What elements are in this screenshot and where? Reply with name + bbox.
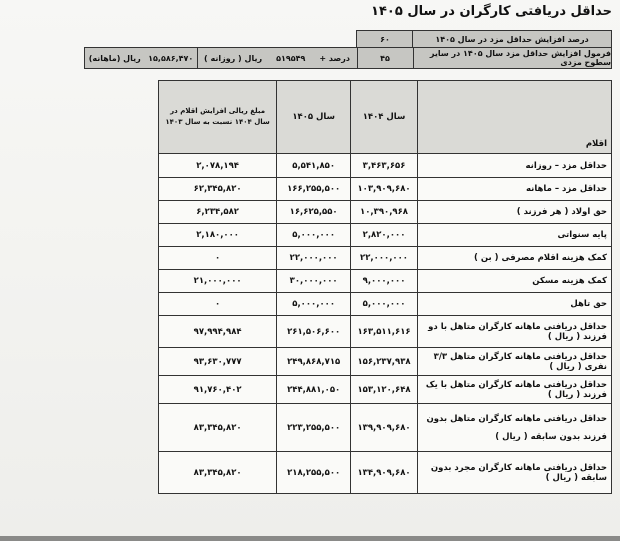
page-edge	[0, 536, 620, 541]
row-1405: ۲۶۱,۵۰۶,۶۰۰	[277, 316, 351, 348]
row-item: حداقل دریافتی ماهانه کارگران متاهل با دو فرزند ( ریال )	[417, 316, 611, 348]
row-1404: ۱۵۳,۱۲۰,۶۴۸	[351, 376, 418, 404]
table-row	[159, 316, 612, 348]
formula-daily-amount: ۵۱۹۵۴۹	[276, 53, 306, 63]
formula-percent: ۴۵	[356, 47, 414, 69]
table-row	[159, 178, 612, 201]
row-1404: ۱۳۴,۹۰۹,۶۸۰	[351, 452, 418, 494]
formula-monthly-unit: ریال (ماهانه)	[88, 53, 141, 63]
increase-percent-label: درصد افزایش حداقل مزد در سال ۱۴۰۵	[412, 30, 612, 48]
table-header-row	[159, 81, 612, 154]
row-1405: ۱۶۶,۲۵۵,۵۰۰	[277, 178, 351, 201]
row-1405: ۵,۰۰۰,۰۰۰	[277, 293, 351, 316]
row-item: حق اولاد ( هر فرزند )	[417, 201, 611, 224]
row-1404: ۱۵۶,۲۳۷,۹۳۸	[351, 348, 418, 376]
row-1405: ۳۰,۰۰۰,۰۰۰	[277, 270, 351, 293]
table-row	[159, 247, 612, 270]
row-diff: ۹۷,۹۹۴,۹۸۴	[159, 316, 277, 348]
row-diff: ۲,۰۷۸,۱۹۴	[159, 154, 277, 178]
formula-monthly-amount: ۱۵,۵۸۶,۴۷۰	[148, 53, 194, 63]
formula-daily-box	[196, 47, 358, 69]
header-year-1405: سال ۱۴۰۵	[277, 81, 351, 154]
table-row	[159, 293, 612, 316]
formula-percent-plus: درصد +	[319, 53, 350, 63]
row-1404: ۲۲,۰۰۰,۰۰۰	[351, 247, 418, 270]
increase-percent-value: ۶۰	[356, 30, 414, 48]
row-item: حداقل دریافتی ماهانه کارگران متاهل با یک فرزند ( ریال )	[417, 376, 611, 404]
row-item: حق تاهل	[417, 293, 611, 316]
row-1404: ۱۳۹,۹۰۹,۶۸۰	[351, 404, 418, 452]
table-row	[159, 348, 612, 376]
row-1404: ۱۰,۳۹۰,۹۶۸	[351, 201, 418, 224]
table-row	[159, 154, 612, 178]
row-item: حداقل دریافتی ماهانه کارگران متاهل بدون فرزند بدون سابقه ( ریال )	[417, 404, 611, 452]
table-row	[159, 224, 612, 247]
row-1405: ۲۱۸,۲۵۵,۵۰۰	[277, 452, 351, 494]
header-difference: مبلغ ریالی افزایش اقلام در سال ۱۴۰۴ نسبت به سال ۱۴۰۳	[159, 81, 277, 154]
row-1404: ۹,۰۰۰,۰۰۰	[351, 270, 418, 293]
row-diff: ۹۳,۶۳۰,۷۷۷	[159, 348, 277, 376]
row-item: حداقل دریافتی ماهانه کارگران متاهل ۳/۳ نفری ( ریال )	[417, 348, 611, 376]
row-diff: ۸۳,۳۴۵,۸۲۰	[159, 404, 277, 452]
row-item: حداقل مزد – ماهانه	[417, 178, 611, 201]
row-diff: ۲۱,۰۰۰,۰۰۰	[159, 270, 277, 293]
table-row	[159, 452, 612, 494]
row-1405: ۲۲۳,۲۵۵,۵۰۰	[277, 404, 351, 452]
wage-table	[158, 80, 612, 494]
row-item: کمک هزینه مسکن	[417, 270, 611, 293]
table-row	[159, 404, 612, 452]
row-diff: ۶,۲۳۴,۵۸۲	[159, 201, 277, 224]
formula-daily-unit: ریال ( روزانه )	[204, 53, 263, 63]
row-1405: ۲۴۹,۸۶۸,۷۱۵	[277, 348, 351, 376]
header-year-1404: سال ۱۴۰۴	[351, 81, 418, 154]
formula-label: فرمول افزایش حداقل مزد سال ۱۴۰۵ در سایر سطوح مزدی	[412, 47, 612, 69]
row-1404: ۲,۸۲۰,۰۰۰	[351, 224, 418, 247]
table-row	[159, 270, 612, 293]
row-diff: ۶۲,۳۴۵,۸۲۰	[159, 178, 277, 201]
document-title: حداقل دریافتی کارگران در سال ۱۴۰۵	[371, 4, 612, 19]
row-diff: ۰	[159, 293, 277, 316]
row-1405: ۲۴۴,۸۸۱,۰۵۰	[277, 376, 351, 404]
row-item: حداقل مزد – روزانه	[417, 154, 611, 178]
row-item: حداقل دریافتی ماهانه کارگران مجرد بدون سابقه ( ریال )	[417, 452, 611, 494]
row-1405: ۵,۵۴۱,۸۵۰	[277, 154, 351, 178]
row-1405: ۵,۰۰۰,۰۰۰	[277, 224, 351, 247]
row-diff: ۲,۱۸۰,۰۰۰	[159, 224, 277, 247]
table-row	[159, 376, 612, 404]
row-1404: ۳,۴۶۳,۶۵۶	[351, 154, 418, 178]
row-item: کمک هزینه اقلام مصرفی ( بن )	[417, 247, 611, 270]
row-1405: ۲۲,۰۰۰,۰۰۰	[277, 247, 351, 270]
row-item: پایه سنواتی	[417, 224, 611, 247]
row-1404: ۱۶۳,۵۱۱,۶۱۶	[351, 316, 418, 348]
row-diff: ۸۳,۳۴۵,۸۲۰	[159, 452, 277, 494]
table-row	[159, 201, 612, 224]
row-1404: ۵,۰۰۰,۰۰۰	[351, 293, 418, 316]
row-diff: ۹۱,۷۶۰,۴۰۲	[159, 376, 277, 404]
row-1404: ۱۰۳,۹۰۹,۶۸۰	[351, 178, 418, 201]
formula-monthly-box	[84, 47, 198, 69]
header-items: اقلام	[417, 81, 611, 154]
row-diff: ۰	[159, 247, 277, 270]
row-1405: ۱۶,۶۲۵,۵۵۰	[277, 201, 351, 224]
